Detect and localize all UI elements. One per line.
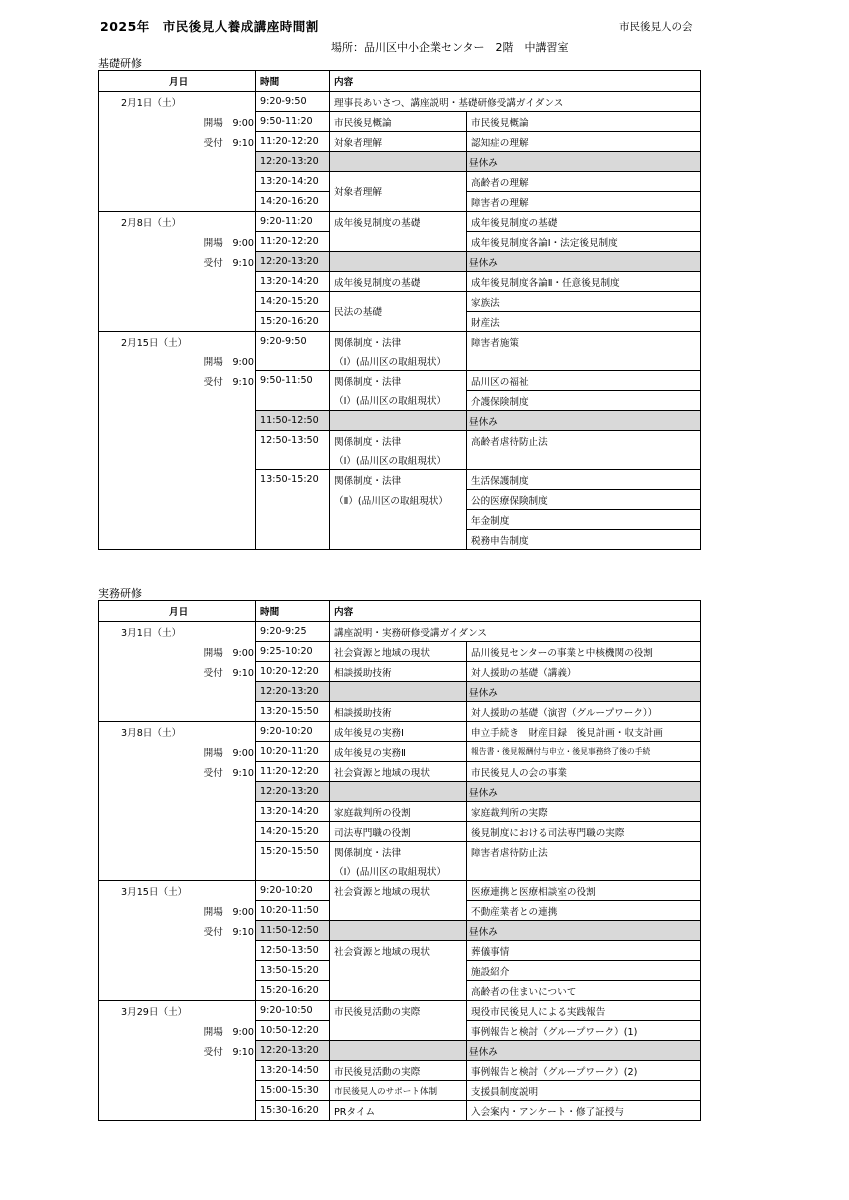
- lunch-blank-cell: [330, 252, 467, 272]
- topic-cell: 高齢者の理解: [467, 172, 701, 192]
- topic-cell: 対人援助の基礎（講義）: [467, 662, 701, 682]
- subject-cell: 社会資源と地域の現状: [330, 762, 467, 782]
- subject-cell: 社会資源と地域の現状: [330, 881, 467, 901]
- table-row: [99, 1061, 701, 1081]
- table-row: [99, 822, 701, 842]
- table-row: [99, 842, 701, 862]
- time-cell: 10:20-11:50: [256, 901, 330, 921]
- date-cell: [99, 112, 256, 132]
- subject-cell: 関係制度・法律: [330, 332, 467, 352]
- time-cell: 9:50-11:50: [256, 371, 330, 391]
- table-row: [99, 470, 701, 490]
- date-cell: [99, 470, 256, 490]
- subject-cell: 成年後見制度の基礎: [330, 212, 467, 232]
- table-header-row: [99, 601, 701, 622]
- date-label: 3月1日（土）: [121, 627, 182, 639]
- date-label: 3月8日（土）: [121, 727, 182, 739]
- header-content: 内容: [330, 601, 701, 622]
- subject-cell: [330, 981, 467, 1001]
- table-row: [99, 1041, 701, 1061]
- time-cell: 13:20-14:20: [256, 802, 330, 822]
- topic-cell: 家庭裁判所の実際: [467, 802, 701, 822]
- lunch-blank-cell: [330, 1041, 467, 1061]
- time-cell: 11:20-12:20: [256, 232, 330, 252]
- topic-cell: 家族法: [467, 292, 701, 312]
- time-cell: 15:00-15:30: [256, 1081, 330, 1101]
- subject-cell: 市民後見活動の実際: [330, 1001, 467, 1021]
- time-cell: 9:50-11:20: [256, 112, 330, 132]
- door-time-label: 受付 9:10: [203, 137, 254, 149]
- lunch-label: 昼休み: [467, 252, 701, 272]
- subject-cell: 関係制度・法律: [330, 470, 467, 490]
- date-cell: [99, 391, 256, 411]
- table-row: [99, 132, 701, 152]
- table-row: [99, 642, 701, 662]
- subject-cell: 市民後見人のサポート体制: [330, 1081, 467, 1101]
- topic-cell: 成年後見制度各論Ⅰ・法定後見制度: [467, 232, 701, 252]
- table-row: [99, 722, 701, 742]
- topic-cell: 高齢者の住まいについて: [467, 981, 701, 1001]
- venue-label: 場所：品川区中小企業センター 2階 中講習室: [331, 41, 569, 54]
- table-row: [99, 252, 701, 272]
- subject-cell: 司法専門職の役割: [330, 822, 467, 842]
- door-time-label: 開場 9:00: [203, 117, 254, 129]
- subject-cell: 成年後見制度の基礎: [330, 272, 467, 292]
- table-row: [99, 450, 701, 470]
- date-cell: [99, 312, 256, 332]
- date-cell: [99, 861, 256, 881]
- table-row: [99, 941, 701, 961]
- topic-cell: 高齢者虐待防止法: [467, 431, 701, 451]
- subject-cell: 相談援助技術: [330, 702, 467, 722]
- time-cell: 13:50-15:20: [256, 470, 330, 490]
- time-cell: 13:20-14:20: [256, 172, 330, 192]
- subject-cell: 関係制度・法律: [330, 842, 467, 862]
- time-cell: 12:20-13:20: [256, 1041, 330, 1061]
- table-row: [99, 1001, 701, 1021]
- time-cell: 12:50-13:50: [256, 941, 330, 961]
- topic-cell: 税務申告制度: [467, 530, 701, 550]
- table-row: [99, 332, 701, 352]
- subject-cell: [330, 901, 467, 921]
- date-cell: [99, 662, 256, 682]
- table-row: [99, 192, 701, 212]
- table-row: [99, 802, 701, 822]
- door-time-label: 受付 9:10: [203, 767, 254, 779]
- date-label: 3月15日（土）: [121, 886, 188, 898]
- time-cell: 9:25-10:20: [256, 642, 330, 662]
- date-cell: [99, 981, 256, 1001]
- date-cell: [99, 411, 256, 431]
- date-cell: [99, 622, 256, 642]
- subject-cell: 関係制度・法律: [330, 371, 467, 391]
- time-cell: [256, 861, 330, 881]
- subject-cell: 関係制度・法律: [330, 431, 467, 451]
- door-time-label: 受付 9:10: [203, 1046, 254, 1058]
- date-cell: [99, 881, 256, 901]
- date-label: 3月29日（土）: [121, 1006, 188, 1018]
- table-row: [99, 782, 701, 802]
- door-time-label: 開場 9:00: [203, 237, 254, 249]
- date-cell: [99, 132, 256, 152]
- date-cell: [99, 762, 256, 782]
- table-row: [99, 232, 701, 252]
- door-time-label: 開場 9:00: [203, 1026, 254, 1038]
- subject-cell: 市民後見概論: [330, 112, 467, 132]
- table-row: [99, 762, 701, 782]
- table-row: [99, 312, 701, 332]
- organization-name: 市民後見人の会: [619, 21, 693, 33]
- table-row: [99, 272, 701, 292]
- time-cell: 9:20-9:50: [256, 332, 330, 352]
- time-cell: 12:20-13:20: [256, 152, 330, 172]
- topic-cell: 市民後見概論: [467, 112, 701, 132]
- door-time-label: 開場 9:00: [203, 356, 254, 368]
- topic-cell: 申立手続き 財産目録 後見計画・収支計画: [467, 722, 701, 742]
- time-cell: [256, 450, 330, 470]
- door-time-label: 受付 9:10: [203, 926, 254, 938]
- table-row: [99, 431, 701, 451]
- topic-cell: 後見制度における司法専門職の実際: [467, 822, 701, 842]
- topic-cell: 医療連携と医療相談室の役割: [467, 881, 701, 901]
- date-cell: [99, 901, 256, 921]
- lunch-blank-cell: [330, 411, 467, 431]
- table-row: [99, 351, 701, 371]
- topic-cell: 現役市民後見人による実践報告: [467, 1001, 701, 1021]
- table-row: [99, 981, 701, 1001]
- page-title: 2025年 市民後見人養成講座時間割: [100, 19, 319, 34]
- date-cell: [99, 1061, 256, 1081]
- topic-cell: 障害者虐待防止法: [467, 842, 701, 862]
- lunch-label: 昼休み: [467, 152, 701, 172]
- lunch-blank-cell: [330, 921, 467, 941]
- header-date: 月日: [99, 601, 256, 622]
- section-title-practical: 実務研修: [98, 587, 142, 600]
- topic-cell: 報告書・後見報酬付与申立・後見事務終了後の手続: [467, 742, 701, 762]
- time-cell: 9:20-9:50: [256, 92, 330, 112]
- subject-cell: 対象者理解: [330, 182, 467, 202]
- topic-cell: 成年後見制度各論Ⅱ・任意後見制度: [467, 272, 701, 292]
- time-cell: 12:50-13:50: [256, 431, 330, 451]
- topic-cell: 認知症の理解: [467, 132, 701, 152]
- subject-cell: 民法の基礎: [330, 302, 467, 322]
- subject-cell: 相談援助技術: [330, 662, 467, 682]
- table-row: [99, 112, 701, 132]
- subject-cell: 対象者理解: [330, 132, 467, 152]
- subject-cell: [330, 232, 467, 252]
- date-cell: [99, 1081, 256, 1101]
- time-cell: 14:20-16:20: [256, 192, 330, 212]
- time-cell: 12:20-13:20: [256, 252, 330, 272]
- date-cell: [99, 530, 256, 550]
- date-cell: [99, 152, 256, 172]
- door-time-label: 受付 9:10: [203, 257, 254, 269]
- time-cell: 12:20-13:20: [256, 782, 330, 802]
- date-cell: [99, 782, 256, 802]
- date-cell: [99, 371, 256, 391]
- time-cell: 10:50-12:20: [256, 1021, 330, 1041]
- topic-cell: [467, 861, 701, 881]
- time-cell: 13:20-14:50: [256, 1061, 330, 1081]
- date-cell: [99, 92, 256, 112]
- time-cell: 11:50-12:50: [256, 921, 330, 941]
- table-row: [99, 682, 701, 702]
- subject-cell: （Ⅰ）(品川区の取組現状）: [330, 351, 467, 371]
- subject-cell: 成年後見の実務Ⅰ: [330, 722, 467, 742]
- date-cell: [99, 272, 256, 292]
- door-time-label: 受付 9:10: [203, 667, 254, 679]
- time-cell: 15:20-15:50: [256, 842, 330, 862]
- subject-cell: （Ⅱ）(品川区の取組現状）: [330, 490, 467, 510]
- header-time: 時間: [256, 601, 330, 622]
- date-cell: [99, 252, 256, 272]
- date-cell: [99, 921, 256, 941]
- table-row: [99, 530, 701, 550]
- time-cell: 15:20-16:20: [256, 981, 330, 1001]
- date-cell: [99, 192, 256, 212]
- lunch-blank-cell: [330, 152, 467, 172]
- topic-cell: 葬儀事情: [467, 941, 701, 961]
- date-cell: [99, 332, 256, 352]
- time-cell: 11:20-12:20: [256, 132, 330, 152]
- date-cell: [99, 802, 256, 822]
- table-row: [99, 371, 701, 391]
- lunch-label: 昼休み: [467, 1041, 701, 1061]
- table-row: [99, 212, 701, 232]
- header-content: 内容: [330, 71, 701, 92]
- table-row: [99, 662, 701, 682]
- table-row: [99, 92, 701, 112]
- time-cell: 12:20-13:20: [256, 682, 330, 702]
- topic-cell: 対人援助の基礎（演習（グループワーク））: [467, 702, 701, 722]
- subject-cell: 家庭裁判所の役割: [330, 802, 467, 822]
- time-cell: 14:20-15:20: [256, 822, 330, 842]
- date-label: 2月1日（土）: [121, 97, 182, 109]
- time-cell: [256, 391, 330, 411]
- date-cell: [99, 822, 256, 842]
- date-cell: [99, 842, 256, 862]
- lunch-blank-cell: [330, 782, 467, 802]
- topic-cell: 年金制度: [467, 510, 701, 530]
- topic-cell: 施設紹介: [467, 961, 701, 981]
- topic-cell: 不動産業者との連携: [467, 901, 701, 921]
- date-cell: [99, 450, 256, 470]
- date-cell: [99, 172, 256, 192]
- lunch-blank-cell: [330, 682, 467, 702]
- topic-cell: 事例報告と検討（グループワーク）(1): [467, 1021, 701, 1041]
- subject-cell: [330, 1021, 467, 1041]
- time-cell: [256, 530, 330, 550]
- subject-cell: [330, 530, 467, 550]
- date-cell: [99, 490, 256, 510]
- table-row: [99, 742, 701, 762]
- subject-cell: 社会資源と地域の現状: [330, 642, 467, 662]
- table-row: [99, 901, 701, 921]
- time-cell: 13:20-14:20: [256, 272, 330, 292]
- date-label: 2月15日（土）: [121, 337, 188, 349]
- content-cell: 講座説明・実務研修受講ガイダンス: [330, 622, 701, 642]
- date-cell: [99, 1001, 256, 1021]
- table-row: [99, 152, 701, 172]
- section-title-basic: 基礎研修: [98, 57, 142, 70]
- date-cell: [99, 431, 256, 451]
- topic-cell: 公的医療保険制度: [467, 490, 701, 510]
- topic-cell: 入会案内・アンケート・修了証授与: [467, 1101, 701, 1121]
- date-cell: [99, 510, 256, 530]
- subject-cell: （Ⅰ）(品川区の取組現状）: [330, 391, 467, 411]
- subject-cell: PRタイム: [330, 1101, 467, 1121]
- table-row: [99, 622, 701, 642]
- subject-cell: 市民後見活動の実際: [330, 1061, 467, 1081]
- date-cell: [99, 1101, 256, 1121]
- table-row: [99, 1101, 701, 1121]
- time-cell: 9:20-10:20: [256, 722, 330, 742]
- table-row: [99, 411, 701, 431]
- table-row: [99, 490, 701, 510]
- topic-cell: [467, 450, 701, 470]
- subject-cell: （Ⅰ）(品川区の取組現状）: [330, 450, 467, 470]
- topic-cell: 品川後見センターの事業と中核機関の役割: [467, 642, 701, 662]
- subject-cell: [330, 510, 467, 530]
- header-date: 月日: [99, 71, 256, 92]
- time-cell: 10:20-11:20: [256, 742, 330, 762]
- date-label: 2月8日（土）: [121, 217, 182, 229]
- date-cell: [99, 292, 256, 312]
- topic-cell: [467, 351, 701, 371]
- time-cell: 15:30-16:20: [256, 1101, 330, 1121]
- lunch-label: 昼休み: [467, 411, 701, 431]
- subject-cell: 社会資源と地域の現状: [330, 941, 467, 961]
- subject-cell: 成年後見の実務Ⅱ: [330, 742, 467, 762]
- topic-cell: 品川区の福祉: [467, 371, 701, 391]
- table-row: [99, 1081, 701, 1101]
- date-cell: [99, 1041, 256, 1061]
- time-cell: 15:20-16:20: [256, 312, 330, 332]
- date-cell: [99, 722, 256, 742]
- time-cell: 10:20-12:20: [256, 662, 330, 682]
- table-row: [99, 510, 701, 530]
- subject-cell: （Ⅰ）(品川区の取組現状）: [330, 861, 467, 881]
- topic-cell: 生活保護制度: [467, 470, 701, 490]
- table-row: [99, 1021, 701, 1041]
- time-cell: 11:20-12:20: [256, 762, 330, 782]
- table-row: [99, 881, 701, 901]
- topic-cell: 財産法: [467, 312, 701, 332]
- date-cell: [99, 961, 256, 981]
- topic-cell: 介護保険制度: [467, 391, 701, 411]
- door-time-label: 開場 9:00: [203, 647, 254, 659]
- schedule-table-practical: [98, 600, 701, 1121]
- time-cell: 9:20-10:20: [256, 881, 330, 901]
- topic-cell: 障害者の理解: [467, 192, 701, 212]
- table-row: [99, 861, 701, 881]
- time-cell: 11:50-12:50: [256, 411, 330, 431]
- lunch-label: 昼休み: [467, 921, 701, 941]
- time-cell: 13:20-15:50: [256, 702, 330, 722]
- date-cell: [99, 642, 256, 662]
- date-cell: [99, 212, 256, 232]
- date-cell: [99, 941, 256, 961]
- door-time-label: 受付 9:10: [203, 376, 254, 388]
- door-time-label: 開場 9:00: [203, 747, 254, 759]
- date-cell: [99, 351, 256, 371]
- time-cell: [256, 510, 330, 530]
- lunch-label: 昼休み: [467, 682, 701, 702]
- header-time: 時間: [256, 71, 330, 92]
- table-row: [99, 921, 701, 941]
- table-row: [99, 702, 701, 722]
- door-time-label: 開場 9:00: [203, 906, 254, 918]
- topic-cell: 障害者施策: [467, 332, 701, 352]
- subject-cell: [330, 961, 467, 981]
- date-cell: [99, 682, 256, 702]
- time-cell: [256, 351, 330, 371]
- table-row: [99, 961, 701, 981]
- topic-cell: 市民後見人の会の事業: [467, 762, 701, 782]
- schedule-table-basic: [98, 70, 701, 550]
- date-cell: [99, 742, 256, 762]
- lunch-label: 昼休み: [467, 782, 701, 802]
- time-cell: 9:20-9:25: [256, 622, 330, 642]
- time-cell: 14:20-15:20: [256, 292, 330, 312]
- date-cell: [99, 232, 256, 252]
- date-cell: [99, 1021, 256, 1041]
- table-header-row: [99, 71, 701, 92]
- time-cell: 13:50-15:20: [256, 961, 330, 981]
- time-cell: 9:20-10:50: [256, 1001, 330, 1021]
- time-cell: [256, 490, 330, 510]
- date-cell: [99, 702, 256, 722]
- topic-cell: 事例報告と検討（グループワーク）(2): [467, 1061, 701, 1081]
- table-row: [99, 391, 701, 411]
- time-cell: 9:20-11:20: [256, 212, 330, 232]
- topic-cell: 成年後見制度の基礎: [467, 212, 701, 232]
- topic-cell: 支援員制度説明: [467, 1081, 701, 1101]
- content-cell: 理事長あいさつ、講座説明・基礎研修受講ガイダンス: [330, 92, 701, 112]
